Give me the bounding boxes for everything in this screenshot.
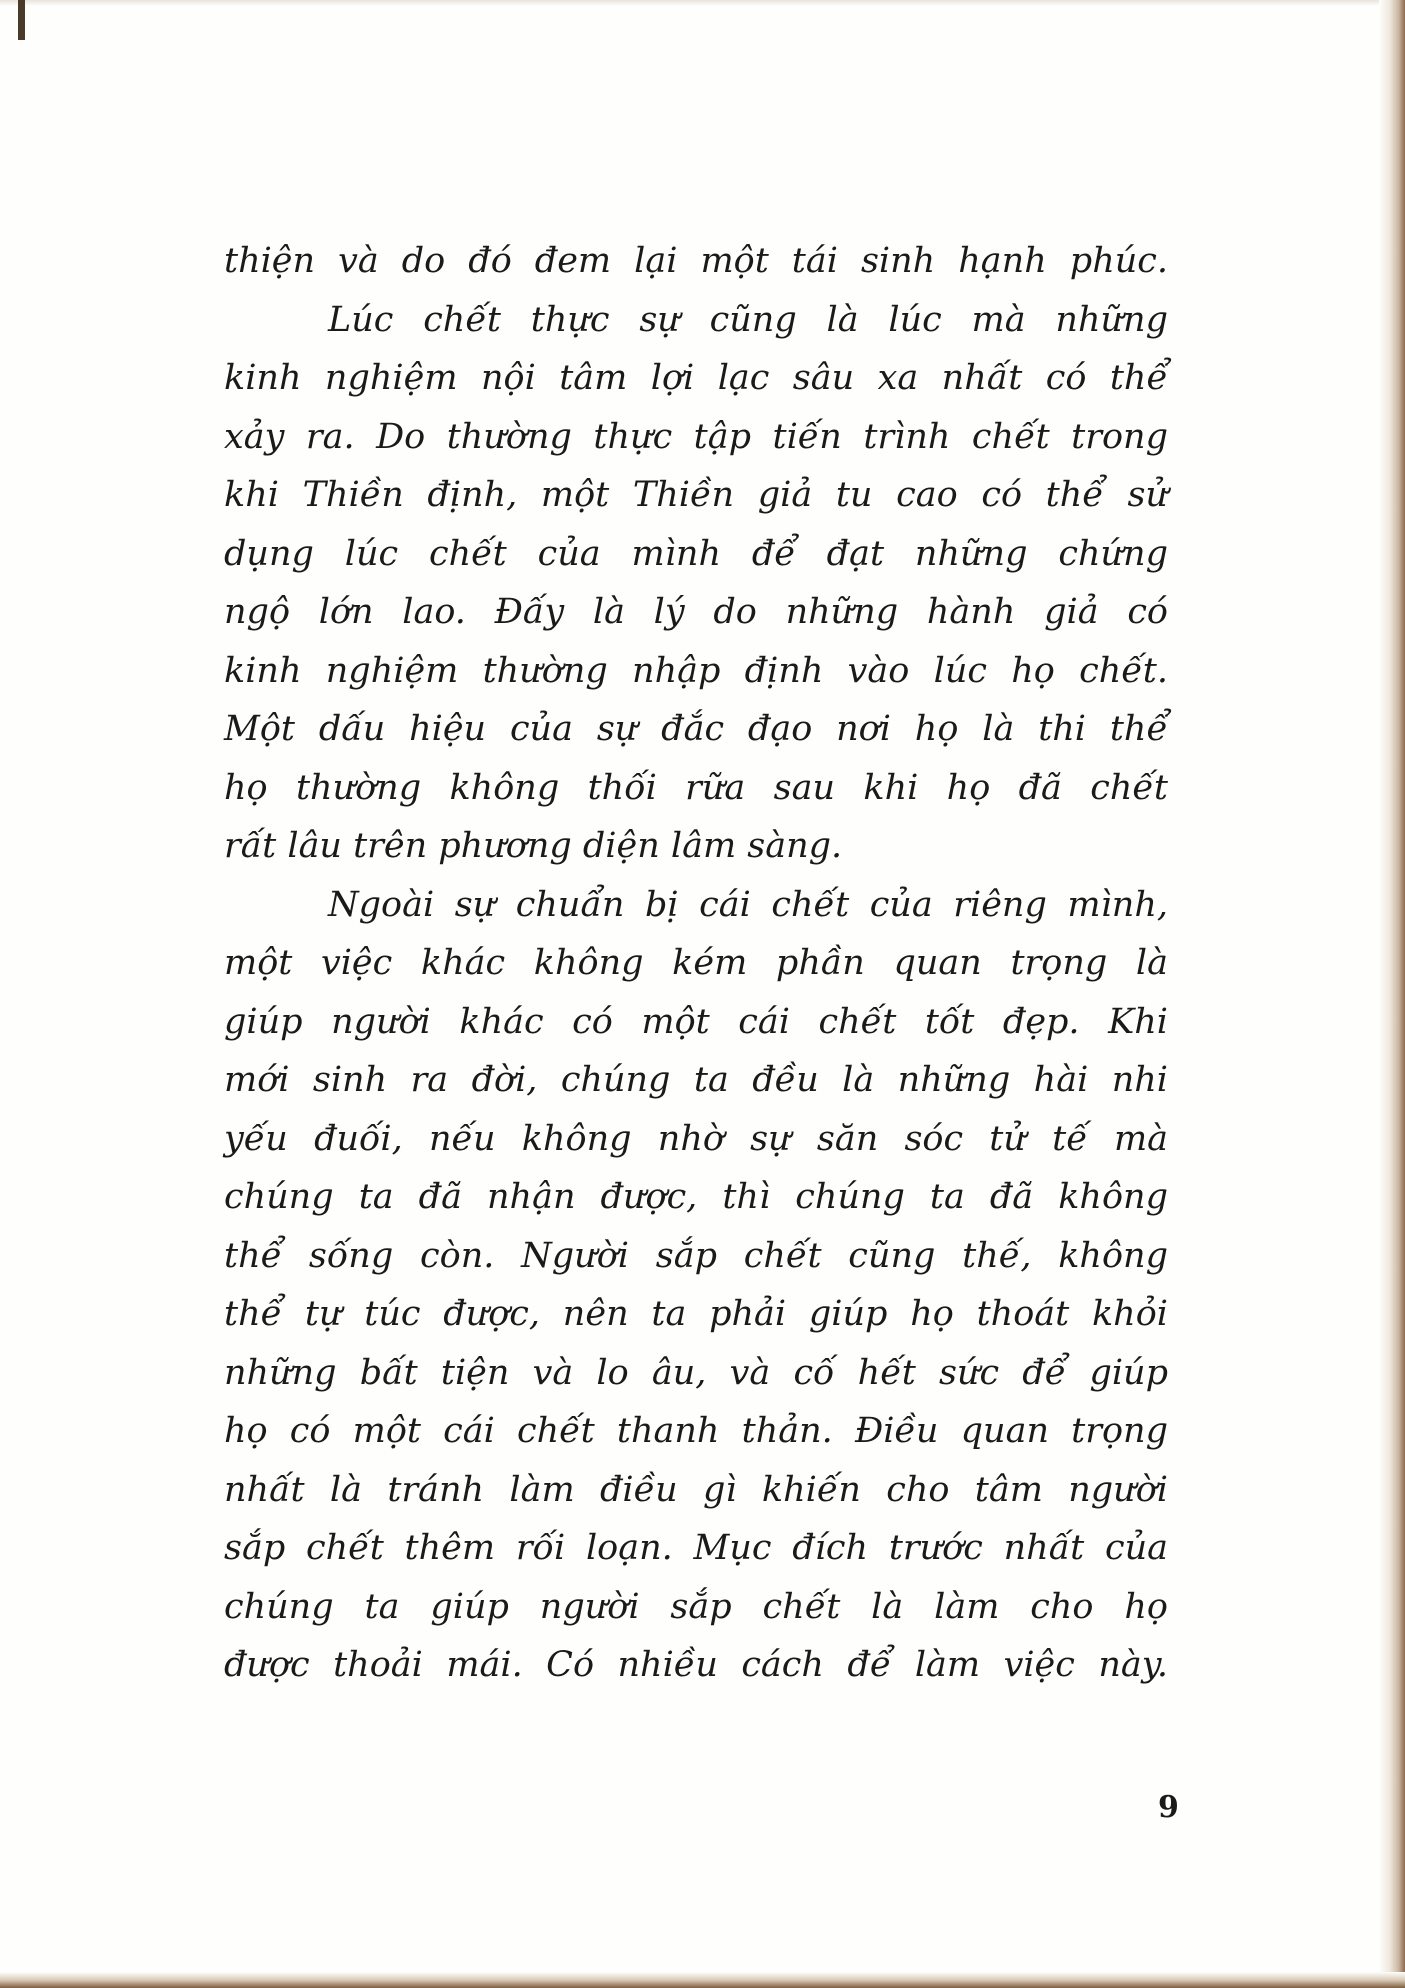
- page-right-edge: [1379, 0, 1405, 1988]
- text-line: yếu đuối, nếu không nhờ sự săn sóc tử tế mà: [224, 1118, 1168, 1159]
- text-line: dụng lúc chết của mình để đạt những chứng: [224, 533, 1168, 574]
- text-line: thể tự túc được, nên ta phải giúp họ thoát khỏi: [224, 1294, 1168, 1334]
- text-line: kinh nghiệm nội tâm lợi lạc sâu xa nhất có thể: [224, 358, 1168, 398]
- text-line: thiện và do đó đem lại một tái sinh hạnh phúc.: [224, 241, 1168, 281]
- text-line: ngộ lớn lao. Đấy là lý do những hành giả có: [224, 592, 1168, 632]
- page-top-edge: [0, 0, 1405, 6]
- text-line: chúng ta giúp người sắp chết là làm cho họ: [224, 1586, 1168, 1627]
- text-line: giúp người khác có một cái chết tốt đẹp. Khi: [224, 1001, 1168, 1042]
- text-line: chúng ta đã nhận được, thì chúng ta đã không: [224, 1177, 1168, 1217]
- text-line: được thoải mái. Có nhiều cách để làm việc này.: [224, 1645, 1168, 1685]
- text-line: Lúc chết thực sự cũng là lúc mà những: [328, 299, 1168, 340]
- text-line: xảy ra. Do thường thực tập tiến trình chết trong: [224, 416, 1168, 457]
- text-line: họ thường không thối rữa sau khi họ đã chết: [224, 767, 1168, 808]
- body-text: [224, 232, 1168, 1695]
- page-left-edge-mark: [18, 0, 25, 40]
- text-line: mới sinh ra đời, chúng ta đều là những hài nhi: [224, 1060, 1168, 1100]
- text-line: kinh nghiệm thường nhập định vào lúc họ chết.: [224, 650, 1168, 691]
- text-line: Một dấu hiệu của sự đắc đạo nơi họ là thi thể: [224, 709, 1168, 749]
- text-line: họ có một cái chết thanh thản. Điều quan trọng: [224, 1411, 1168, 1451]
- text-line: sắp chết thêm rối loạn. Mục đích trước nhất của: [224, 1528, 1168, 1568]
- page-number: 9: [1158, 1790, 1179, 1825]
- text-line: những bất tiện và lo âu, và cố hết sức để giúp: [224, 1352, 1168, 1393]
- page-bottom-edge: [0, 1972, 1405, 1988]
- text-line: Ngoài sự chuẩn bị cái chết của riêng mình,: [328, 884, 1168, 925]
- text-line: một việc khác không kém phần quan trọng là: [224, 943, 1168, 983]
- text-line: khi Thiền định, một Thiền giả tu cao có thể sử: [224, 475, 1168, 515]
- text-line: nhất là tránh làm điều gì khiến cho tâm người: [224, 1469, 1168, 1510]
- text-line: thể sống còn. Người sắp chết cũng thế, không: [224, 1235, 1168, 1276]
- text-line: rất lâu trên phương diện lâm sàng.: [224, 826, 843, 866]
